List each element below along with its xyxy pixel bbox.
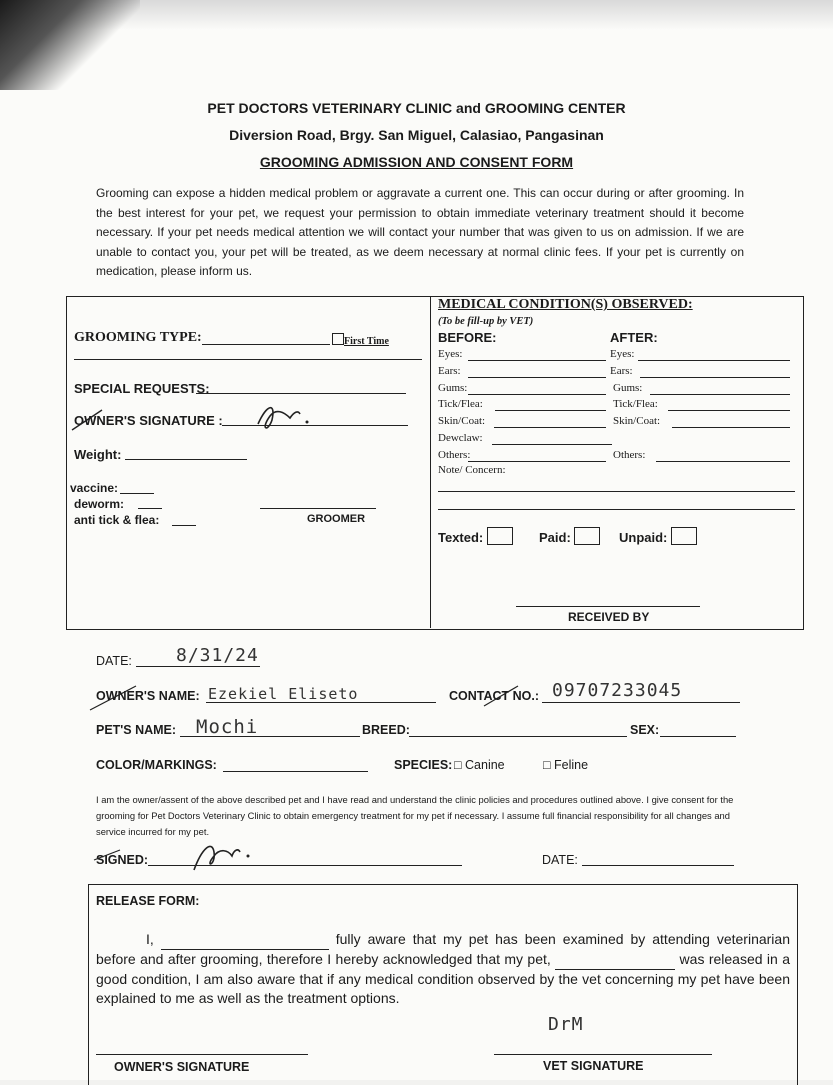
deworm-label: deworm:	[74, 497, 125, 511]
grooming-type-extra-line[interactable]	[74, 359, 422, 360]
box-divider	[430, 296, 431, 628]
release-form-title: RELEASE FORM:	[96, 894, 200, 908]
after-condition-label: Eyes:	[610, 348, 635, 360]
after-condition-field[interactable]	[638, 360, 790, 361]
before-condition-field[interactable]	[468, 360, 606, 361]
date-value[interactable]: 8/31/24	[176, 645, 259, 666]
contact-value[interactable]: 09707233045	[552, 680, 683, 701]
color-markings-label: COLOR/MARKINGS:	[96, 758, 217, 772]
first-time-checkbox[interactable]	[332, 333, 389, 347]
after-condition-field[interactable]	[668, 410, 790, 411]
release-owner-signature-field[interactable]	[96, 1054, 308, 1055]
pets-name-value[interactable]: Mochi	[196, 716, 259, 738]
unpaid-checkbox[interactable]	[671, 527, 697, 545]
weight-field[interactable]	[125, 459, 247, 460]
species-feline-option[interactable]: □ Feline	[543, 758, 589, 772]
before-condition-label: Dewclaw:	[438, 432, 483, 444]
signed-label: SIGNED:	[96, 853, 149, 867]
contact-field[interactable]	[542, 702, 740, 703]
before-condition-field[interactable]	[468, 377, 606, 378]
paid-checkbox[interactable]	[574, 527, 600, 545]
groomer-label: GROOMER	[307, 513, 366, 525]
after-condition-label: Tick/Flea:	[613, 398, 658, 411]
before-condition-field[interactable]	[492, 444, 612, 445]
after-label: AFTER:	[610, 330, 658, 345]
owners-name-label: OWNER'S NAME:	[96, 689, 200, 703]
before-condition-label: Skin/Coat:	[438, 415, 486, 428]
release-owner-signature-label: OWNER'S SIGNATURE	[114, 1060, 250, 1074]
grooming-type-label: GROOMING TYPE:	[74, 330, 202, 345]
texted-field[interactable]	[438, 527, 513, 545]
consent-paragraph: I am the owner/assent of the above described pet and I have read and understand the clinic policies and procedures outlined above. I give consent for the grooming for Pet Doctors Veterinary Clinic to obtain emergency treatment for my pet if necessary. I assume full financial responsibility for all changes and service incurred for my pet.	[96, 794, 734, 837]
received-by-field[interactable]	[516, 606, 700, 607]
release-paragraph	[96, 930, 790, 1008]
before-condition-label: Gums:	[438, 381, 468, 394]
before-condition-label: Eyes:	[438, 348, 463, 360]
after-condition-field[interactable]	[650, 394, 790, 395]
release-pet-name-field[interactable]	[555, 950, 675, 970]
before-condition-label: Tick/Flea:	[438, 398, 483, 411]
before-condition-field[interactable]	[468, 394, 606, 395]
clinic-address: Diversion Road, Brgy. San Miguel, Calasiao, Pangasinan	[229, 127, 604, 143]
vaccine-field[interactable]	[120, 493, 154, 494]
vaccine-label: vaccine:	[70, 481, 119, 495]
form-title: GROOMING ADMISSION AND CONSENT FORM	[259, 154, 574, 170]
deworm-field[interactable]	[138, 508, 162, 509]
texted-checkbox[interactable]	[487, 527, 513, 545]
grooming-type-field[interactable]	[202, 344, 330, 345]
strike-marks-icon	[86, 676, 566, 716]
species-label: SPECIES:	[394, 758, 453, 772]
sex-label: SEX:	[630, 723, 660, 737]
after-condition-label: Skin/Coat:	[613, 415, 661, 428]
grooming-medical-box	[66, 296, 804, 630]
date-field[interactable]	[136, 666, 260, 667]
owners-name-value[interactable]: Ezekiel Eliseto	[208, 685, 359, 703]
anti-tick-label: anti tick & flea:	[74, 513, 160, 527]
medical-conditions-title: MEDICAL CONDITION(S) OBSERVED:	[438, 297, 693, 312]
before-condition-field[interactable]	[494, 427, 606, 428]
date-label: DATE:	[96, 654, 132, 668]
before-condition-label: Others:	[438, 448, 471, 461]
special-requests-field[interactable]	[196, 393, 406, 394]
signed-signature-icon	[90, 838, 270, 878]
after-condition-label: Gums:	[613, 381, 643, 394]
after-condition-label: Others:	[613, 448, 646, 461]
intro-paragraph: Grooming can expose a hidden medical problem or aggravate a current one. This can occur during or after grooming. In the best interest for your pet, we request your permission to obtain immediate veterinary treatment should it become necessary. If your pet needs medical attention we will contact your number that was given to us on admission. If we are unable to contact you, your pet will be treated, as we deem necessary at normal clinic fees. If your pet is currently on medication, please inform us.	[96, 186, 744, 279]
before-label: BEFORE:	[438, 330, 497, 345]
after-condition-field[interactable]	[640, 377, 790, 378]
note-concern-label: Note/ Concern:	[438, 464, 506, 476]
after-condition-field[interactable]	[656, 461, 790, 462]
note-concern-line-2[interactable]	[438, 509, 795, 510]
contact-label: CONTACT NO.:	[449, 689, 540, 703]
weight-label: Weight:	[74, 447, 122, 462]
sex-field[interactable]	[660, 736, 736, 737]
paper-corner-shadow	[0, 0, 140, 90]
before-condition-field[interactable]	[495, 410, 606, 411]
anti-tick-field[interactable]	[172, 525, 196, 526]
received-by-label: RECEIVED BY	[568, 610, 650, 624]
vet-signature-label: VET SIGNATURE	[543, 1059, 644, 1073]
color-markings-field[interactable]	[223, 771, 368, 772]
checkbox-icon[interactable]	[332, 333, 344, 345]
release-text-2: fully aware that my pet has been examined by attending veterinarian before and after grooming, therefore I hereby acknowledged that my pet,	[96, 931, 790, 967]
before-condition-label: Ears:	[438, 364, 461, 377]
release-owner-name-field[interactable]	[161, 930, 329, 950]
clinic-name: PET DOCTORS VETERINARY CLINIC and GROOMING CENTER	[207, 100, 626, 116]
owners-signature-label: OWNER'S SIGNATURE :	[74, 413, 223, 428]
breed-field[interactable]	[409, 736, 627, 737]
release-text-3: was released in a good condition, I am also aware that if any medical condition observed by the vet concerning my pet have been explained to me as well as the treatment options.	[96, 951, 790, 1006]
first-time-label: First Time	[344, 336, 389, 347]
pets-name-label: PET'S NAME:	[96, 723, 177, 737]
paid-field[interactable]	[539, 527, 600, 545]
breed-label: BREED:	[362, 723, 410, 737]
signed-date-label: DATE:	[542, 853, 578, 867]
unpaid-label: Unpaid:	[619, 530, 668, 545]
texted-label: Texted:	[438, 530, 484, 545]
note-concern-line-1[interactable]	[438, 491, 795, 492]
species-canine-option[interactable]: □ Canine	[454, 758, 505, 772]
vet-fill-note: (To be fill-up by VET)	[438, 316, 534, 327]
paid-label: Paid:	[539, 530, 571, 545]
release-text-1: I,	[146, 931, 161, 947]
vet-signature-field[interactable]	[494, 1054, 712, 1055]
signed-date-field[interactable]	[582, 865, 734, 866]
unpaid-field[interactable]	[619, 527, 697, 545]
special-requests-label: SPECIAL REQUESTS:	[74, 381, 210, 396]
after-condition-field[interactable]	[672, 427, 790, 428]
signature-strike-icon	[62, 402, 422, 436]
vet-initials: DrM	[548, 1014, 584, 1035]
after-condition-label: Ears:	[610, 364, 633, 377]
before-condition-field[interactable]	[468, 461, 606, 462]
groomer-signature-field[interactable]	[260, 508, 376, 509]
